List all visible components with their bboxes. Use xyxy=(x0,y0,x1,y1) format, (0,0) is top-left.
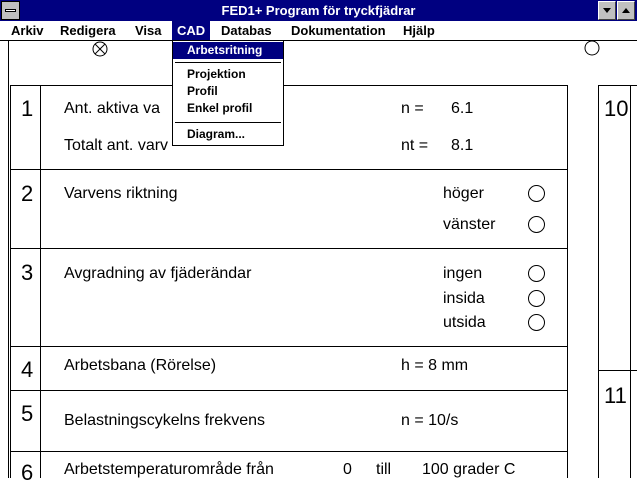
menu-visa[interactable]: Visa xyxy=(135,23,162,38)
load-frequency-label: Belastningscykelns frekvens xyxy=(64,412,265,429)
option-right-radio[interactable] xyxy=(528,185,545,202)
right-panel-left-border xyxy=(598,85,599,478)
total-coils-label: Totalt ant. varv xyxy=(64,137,169,154)
row-number-1: 1 xyxy=(21,96,34,121)
row-number-4: 4 xyxy=(21,357,34,382)
coil-direction-label: Varvens riktning xyxy=(64,185,178,202)
total-coils-value[interactable]: 8.1 xyxy=(451,137,474,154)
end-grinding-label: Avgradning av fjäderändar xyxy=(64,265,252,282)
row-divider xyxy=(10,248,567,249)
number-column-divider xyxy=(40,85,41,478)
menu-arkiv[interactable]: Arkiv xyxy=(11,23,44,38)
circle-marker-icon xyxy=(583,41,603,57)
active-coils-value[interactable]: 6.1 xyxy=(451,100,474,117)
option-inside-label: insida xyxy=(443,290,485,307)
option-inside-radio[interactable] xyxy=(528,290,545,307)
temperature-to-value[interactable]: 100 grader C xyxy=(422,461,516,478)
row-number-6: 6 xyxy=(21,460,34,485)
menu-cad[interactable]: CAD xyxy=(172,21,210,40)
option-left-radio[interactable] xyxy=(528,216,545,233)
active-coils-label: Ant. aktiva va xyxy=(64,100,161,117)
maximize-button[interactable] xyxy=(617,1,635,20)
total-coils-key: nt = xyxy=(401,137,429,154)
temperature-till-label: till xyxy=(376,461,392,478)
option-none-label: ingen xyxy=(443,265,483,282)
table-top-border xyxy=(10,85,567,86)
table-right-border xyxy=(567,85,568,478)
row-number-2: 2 xyxy=(21,181,34,206)
row-number-3: 3 xyxy=(21,260,34,285)
temperature-from-value[interactable]: 0 xyxy=(343,461,352,478)
table-left-border xyxy=(10,85,11,478)
menu-item-enkel-profil[interactable]: Enkel profil xyxy=(187,101,253,115)
maximize-icon xyxy=(621,7,631,14)
menu-item-arbetsritning[interactable]: Arbetsritning xyxy=(173,42,283,59)
option-left-label: vänster xyxy=(443,216,496,233)
active-coils-key: n = xyxy=(401,100,424,117)
row-divider xyxy=(10,390,567,391)
crossed-circle-icon xyxy=(91,41,111,59)
row-divider xyxy=(10,346,567,347)
working-stroke-value[interactable]: h = 8 mm xyxy=(401,357,469,374)
option-none-radio[interactable] xyxy=(528,265,545,282)
menu-redigera[interactable]: Redigera xyxy=(60,23,116,38)
system-menu-icon xyxy=(5,9,16,12)
row-number-10: 10 xyxy=(604,96,629,121)
right-panel-column-divider xyxy=(630,85,631,478)
menu-databas[interactable]: Databas xyxy=(221,23,272,38)
cad-dropdown-menu xyxy=(172,40,284,146)
right-panel-row-divider xyxy=(598,370,637,371)
row-divider xyxy=(10,451,567,452)
system-menu-button[interactable] xyxy=(1,1,20,20)
menu-item-diagram[interactable]: Diagram... xyxy=(187,127,246,141)
option-right-label: höger xyxy=(443,185,484,202)
row-number-5: 5 xyxy=(21,401,34,426)
option-outside-label: utsida xyxy=(443,314,486,331)
menu-separator xyxy=(175,122,281,123)
menu-item-profil[interactable]: Profil xyxy=(187,84,218,98)
working-stroke-label: Arbetsbana (Rörelse) xyxy=(64,357,217,374)
temperature-range-label: Arbetstemperaturområde från xyxy=(64,461,274,478)
option-outside-radio[interactable] xyxy=(528,314,545,331)
window-title: FED1+ Program för tryckfjädrar xyxy=(221,3,416,18)
row-number-11: 11 xyxy=(604,383,627,408)
row-divider xyxy=(10,169,567,170)
minimize-button[interactable] xyxy=(598,1,616,20)
load-frequency-value[interactable]: n = 10/s xyxy=(401,412,459,429)
menu-hjalp[interactable]: Hjälp xyxy=(403,23,435,38)
right-panel-top-border xyxy=(598,85,637,86)
menu-item-projektion[interactable]: Projektion xyxy=(187,67,246,81)
menu-dokumentation[interactable]: Dokumentation xyxy=(291,23,386,38)
menu-separator xyxy=(175,62,281,63)
minimize-icon xyxy=(602,7,612,14)
frame-left-border xyxy=(8,41,9,478)
